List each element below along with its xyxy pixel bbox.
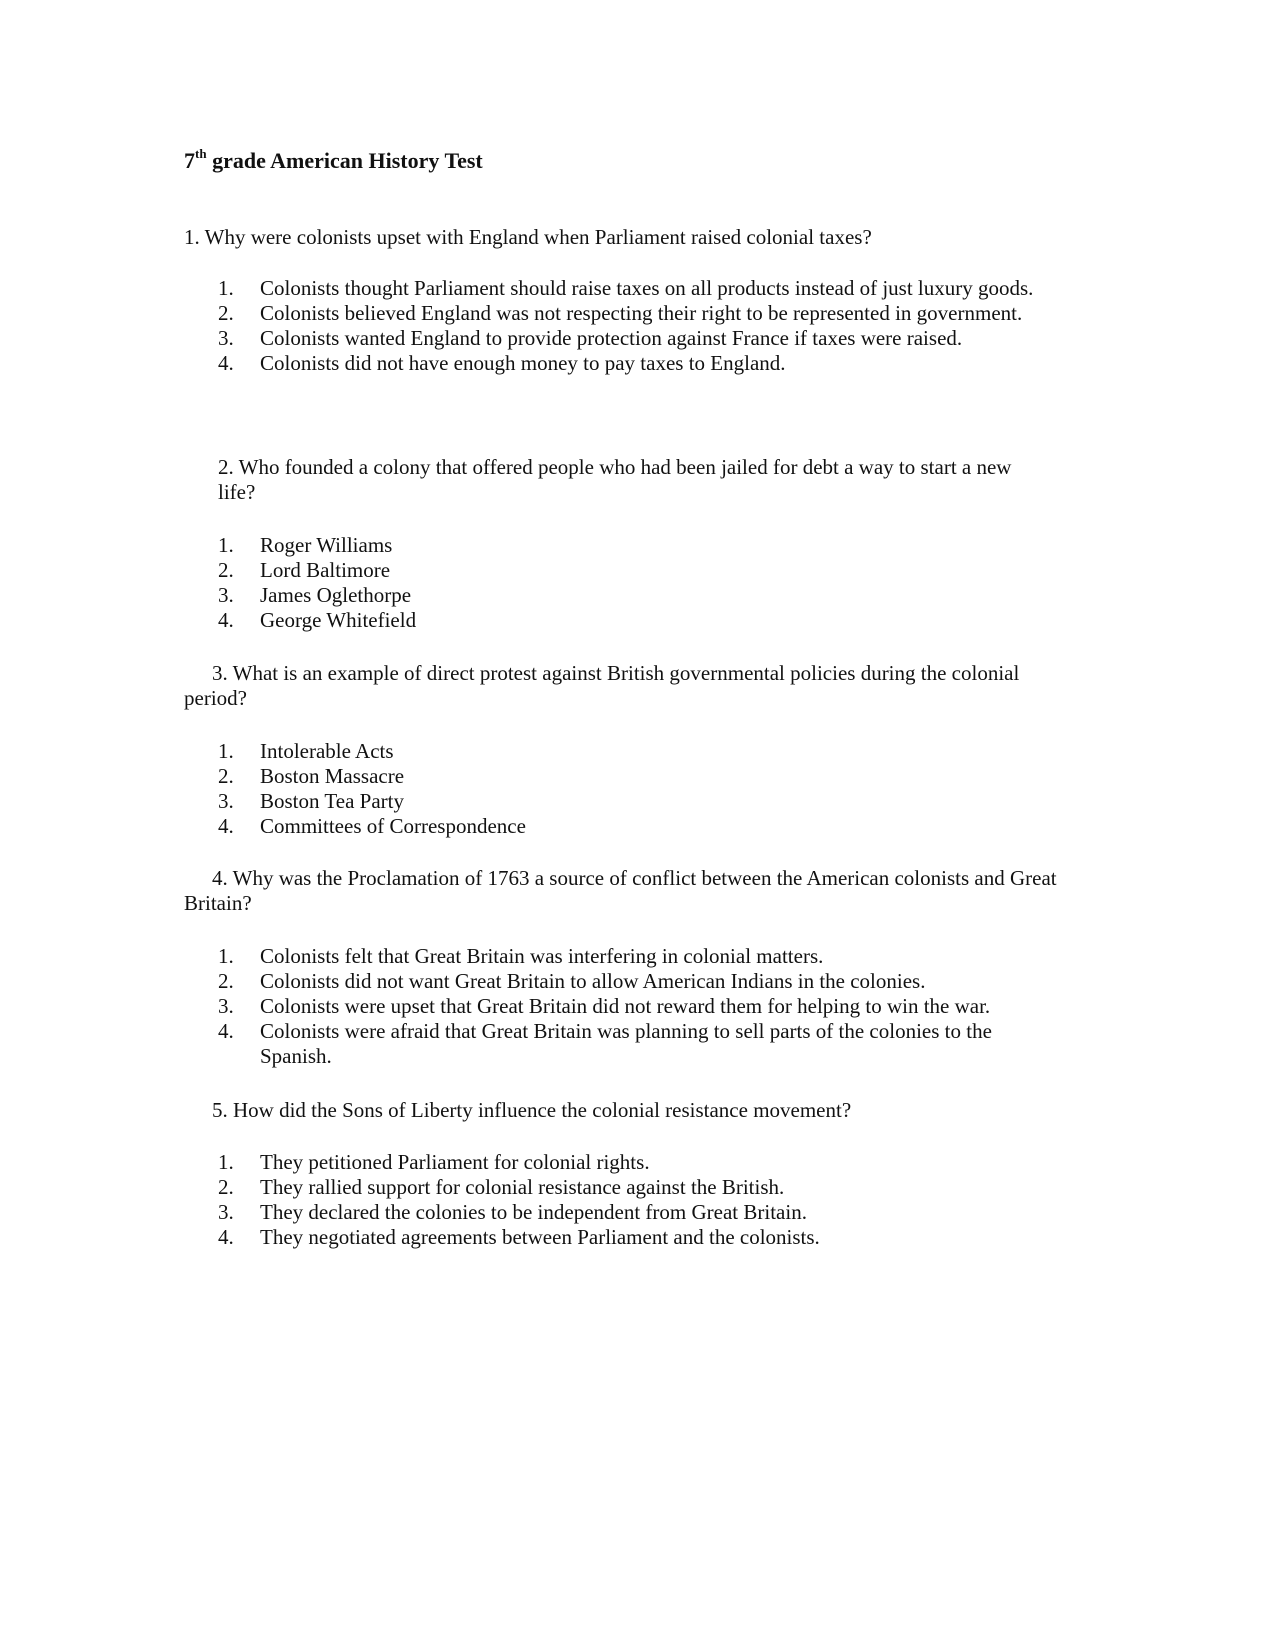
option-item (218, 1175, 1058, 1200)
question-2: 2. Who founded a colony that offered people who had been jailed for debt a way to start a new life? (218, 455, 1012, 504)
option-item (218, 608, 1058, 633)
option-number: 4. (218, 351, 234, 375)
option-number: 2. (218, 558, 234, 582)
title-superscript: th (195, 145, 207, 161)
option-number: 1. (218, 944, 234, 968)
option-number: 2. (218, 969, 234, 993)
question-1-options (218, 276, 1058, 376)
option-number: 1. (218, 1150, 234, 1174)
option-number: 3. (218, 583, 234, 607)
option-item (218, 558, 1058, 583)
question-5: 5. How did the Sons of Liberty influence the colonial resistance movement? (212, 1098, 852, 1122)
option-text: Roger Williams (260, 533, 393, 557)
option-item (218, 1225, 1058, 1250)
option-text: Colonists did not want Great Britain to allow American Indians in the colonies. (260, 969, 926, 993)
option-item (218, 969, 1058, 994)
question-1: 1. Why were colonists upset with England when Parliament raised colonial taxes? (184, 225, 872, 249)
question-2-options (218, 533, 1058, 633)
option-item (218, 739, 1058, 764)
option-text: Boston Massacre (260, 764, 405, 788)
option-text: Colonists wanted England to provide protection against France if taxes were raised. (260, 326, 963, 350)
option-text: Lord Baltimore (260, 558, 391, 582)
option-item (218, 1150, 1058, 1175)
option-item (218, 764, 1058, 789)
option-number: 3. (218, 789, 234, 813)
option-number: 3. (218, 1200, 234, 1224)
option-text: George Whitefield (260, 608, 417, 632)
option-item (218, 994, 1058, 1019)
option-item (218, 301, 1058, 326)
option-text: James Oglethorpe (260, 583, 412, 607)
option-number: 2. (218, 764, 234, 788)
question-3: 3. What is an example of direct protest against British governmental policies during the colonial period? (184, 661, 1020, 710)
option-item (218, 351, 1058, 376)
question-4-options (218, 944, 1058, 1069)
option-text: Colonists were afraid that Great Britain was planning to sell parts of the colonies to the Spanish. (260, 1019, 992, 1068)
title-number: 7 (184, 148, 195, 173)
option-item (218, 583, 1058, 608)
option-text: Colonists did not have enough money to pay taxes to England. (260, 351, 786, 375)
option-text: They declared the colonies to be independent from Great Britain. (260, 1200, 807, 1224)
option-item (218, 326, 1058, 351)
option-number: 3. (218, 994, 234, 1018)
question-5-options (218, 1150, 1058, 1250)
question-4: 4. Why was the Proclamation of 1763 a source of conflict between the American colonists and Great Britain? (184, 866, 1057, 915)
option-item (218, 789, 1058, 814)
option-text: Boston Tea Party (260, 789, 404, 813)
option-number: 2. (218, 1175, 234, 1199)
option-text: Colonists believed England was not respecting their right to be represented in government. (260, 301, 1023, 325)
option-number: 4. (218, 1019, 234, 1043)
option-text: Colonists felt that Great Britain was interfering in colonial matters. (260, 944, 824, 968)
question-3-options (218, 739, 1058, 839)
option-item (218, 814, 1058, 839)
option-item (218, 276, 1058, 301)
option-number: 4. (218, 608, 234, 632)
option-text: Colonists were upset that Great Britain did not reward them for helping to win the war. (260, 994, 991, 1018)
option-number: 4. (218, 814, 234, 838)
option-text: Committees of Correspondence (260, 814, 526, 838)
option-item (218, 533, 1058, 558)
option-text: Intolerable Acts (260, 739, 394, 763)
option-number: 4. (218, 1225, 234, 1249)
option-item (218, 944, 1058, 969)
option-item (218, 1200, 1058, 1225)
option-number: 1. (218, 276, 234, 300)
option-number: 3. (218, 326, 234, 350)
option-number: 1. (218, 533, 234, 557)
option-text: They petitioned Parliament for colonial rights. (260, 1150, 650, 1174)
option-text: Colonists thought Parliament should raise taxes on all products instead of just luxury goods. (260, 276, 1034, 300)
option-text: They negotiated agreements between Parliament and the colonists. (260, 1225, 820, 1249)
title-rest: grade American History Test (206, 148, 483, 173)
option-text: They rallied support for colonial resistance against the British. (260, 1175, 785, 1199)
option-number: 2. (218, 301, 234, 325)
page-title (184, 145, 483, 174)
option-number: 1. (218, 739, 234, 763)
option-item (218, 1019, 1058, 1069)
